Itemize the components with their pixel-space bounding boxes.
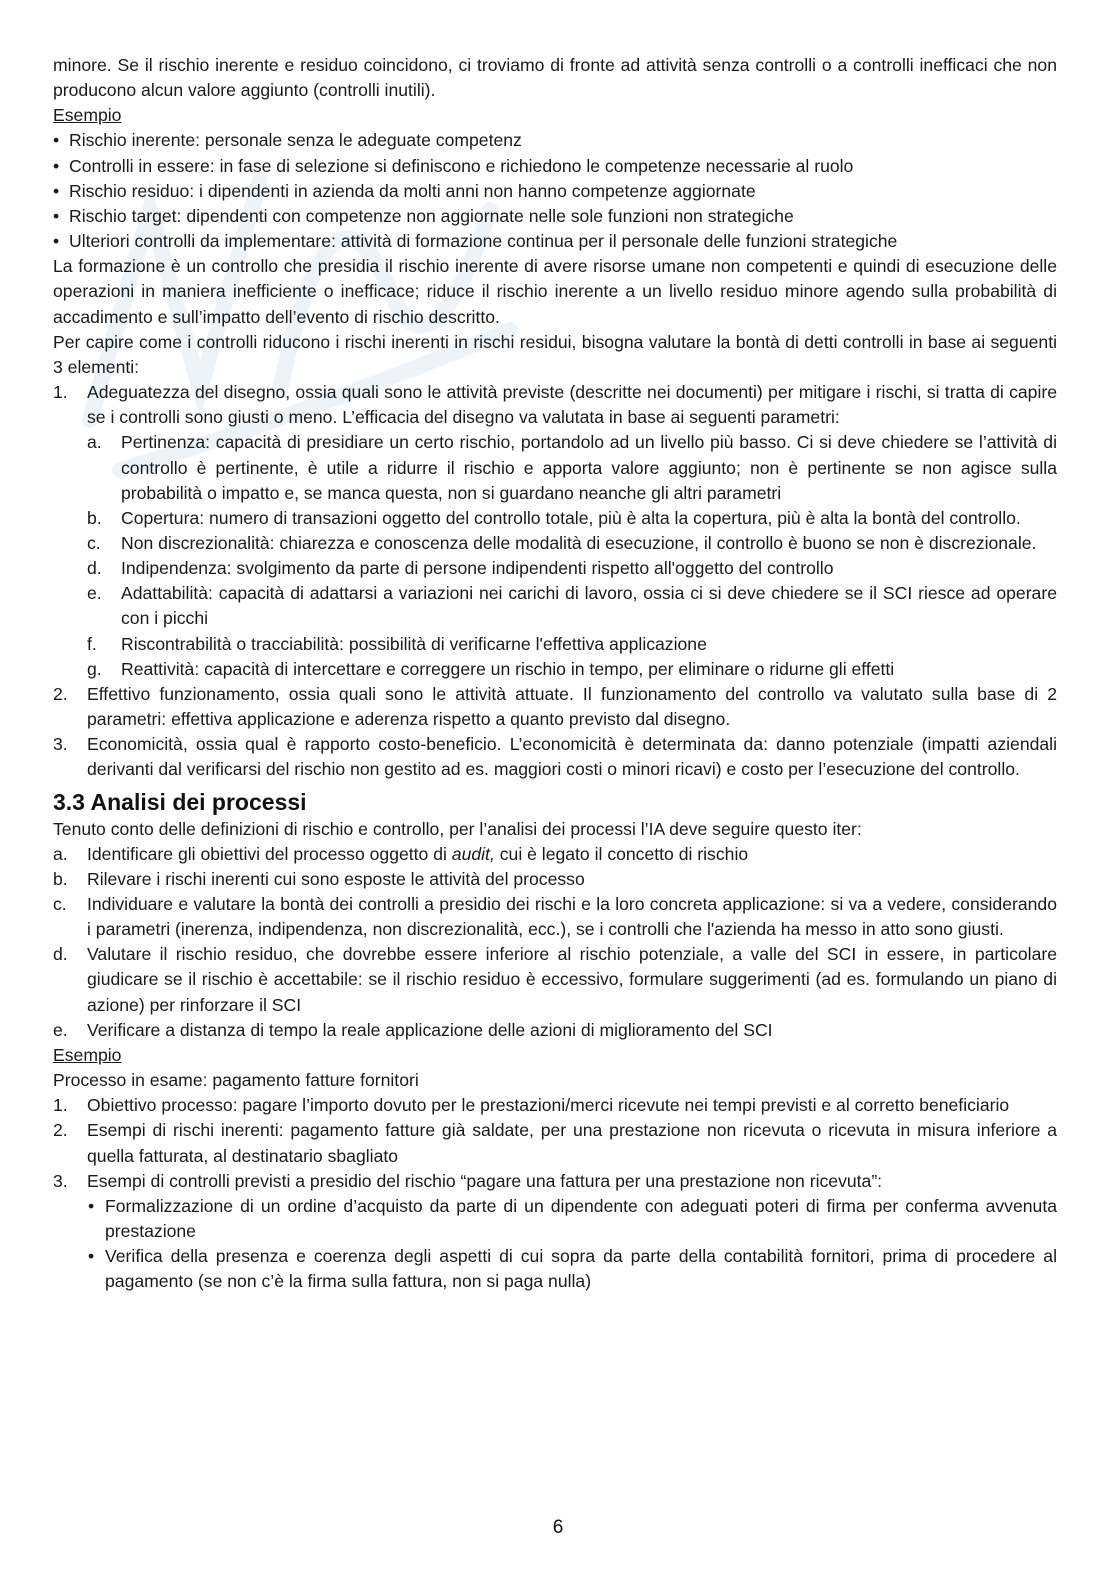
- sub-item: [53, 531, 1057, 556]
- sub-item: [53, 657, 1057, 682]
- sub-text: Copertura: numero di transazioni oggetto del controllo totale, più è alta la copertura, più è alta la bontà del controllo.: [121, 507, 1021, 528]
- step-item: [53, 942, 1057, 1017]
- list-item: • Rischio residuo: i dipendenti in azienda da molti anni non hanno competenze aggiornate: [53, 179, 1057, 204]
- item-text: Economicità, ossia qual è rapporto costo-beneficio. L’economicità è determinata da: danno potenziale (impatti aziendali derivanti dal verificarsi del rischio non gestito ad es. maggiori costi o minori ricavi) e costo per l’esecuzione del controllo.: [87, 734, 1057, 780]
- document-page: [53, 53, 1057, 1295]
- step-text-italic: audit,: [451, 843, 495, 864]
- bullet-text: Formalizzazione di un ordine d’acquisto da parte di un dipendente con adeguati poteri di firma per conferma avvenuta prestazione: [105, 1195, 1057, 1242]
- step-text: Valutare il rischio residuo, che dovrebbe essere inferiore al rischio potenziale, a valle del SCI in essere, in particolare giudicare se il rischio è accettabile: se il rischio residuo è eccessivo, formulare suggerimenti (ad es. formulando un piano di azione) per rinforzare il SCI: [87, 944, 1057, 1015]
- item-text: Obiettivo processo: pagare l’importo dovuto per le prestazioni/merci ricevute nei tempi previsti e al corretto beneficiario: [87, 1095, 1010, 1116]
- step-marker: d.: [53, 944, 68, 965]
- element-item: [53, 732, 1057, 782]
- bullet-icon: •: [88, 1195, 95, 1216]
- process-label: Processo in esame: pagamento fatture fornitori: [53, 1070, 419, 1091]
- sub-marker: b.: [87, 507, 102, 528]
- sub-item: [53, 581, 1057, 631]
- item-text: Adeguatezza del disegno, ossia quali sono le attività previste (descritte nei documenti) per mitigare i rischi, si tratta di capire se i controlli sono giusti o meno. L’efficacia del disegno va valutata in base ai seguenti parametri:: [87, 382, 1057, 428]
- control-bullet: [53, 1194, 1057, 1244]
- section-title: 3.3 Analisi dei processi: [53, 788, 307, 815]
- step-item: [53, 842, 1057, 867]
- sub-item: [53, 632, 1057, 657]
- item-text: Esempi di controlli previsti a presidio del rischio “pagare una fattura per una prestazione non ricevuta”:: [87, 1170, 883, 1191]
- example-item: [53, 1093, 1057, 1118]
- list-item: • Controlli in essere: in fase di selezione si definiscono e richiedono le competenze necessarie al ruolo: [53, 154, 1057, 179]
- item-marker: 1.: [53, 382, 68, 403]
- list-item: • Rischio inerente: personale senza le adeguate competenz: [53, 128, 1057, 153]
- step-item: [53, 892, 1057, 942]
- item-marker: 2.: [53, 683, 68, 704]
- example-item: [53, 1169, 1057, 1194]
- sub-marker: d.: [87, 558, 102, 579]
- item-marker: 2.: [53, 1120, 68, 1141]
- list-item: • Ulteriori controlli da implementare: attività di formazione continua per il personale delle funzioni strategiche: [53, 229, 1057, 254]
- item-marker: 3.: [53, 734, 68, 755]
- step-text: Individuare e valutare la bontà dei controlli a presidio dei rischi e la loro concreta applicazione: si va a vedere, considerando i parametri (inerenza, indipendenza, non discrezionalità, ecc.), se i controlli che l'azienda ha messo in atto sono giusti.: [87, 894, 1057, 940]
- bullet-text: Verifica della presenza e coerenza degli aspetti di cui sopra da parte della contabilità fornitori, prima di procedere al pagamento (se non c’è la firma sulla fattura, non si paga nulla): [105, 1246, 1057, 1292]
- sub-item: [53, 556, 1057, 581]
- item-text: Esempi di rischi inerenti: pagamento fatture già saldate, per una prestazione non ricevuta o ricevuta in misura inferiore a quella fatturata, al destinatario sbagliato: [87, 1120, 1057, 1166]
- sub-text: Pertinenza: capacità di presidiare un certo rischio, portandolo ad un livello più basso. Ci si deve chiedere se l’attività di controllo è pertinente, è utile a ridurre il rischio e apporta valore aggiunto; non è pertinente se non agisce sulla probabilità o impatto e, se manca questa, non si guardano neanche gli altri parametri: [121, 432, 1057, 503]
- step-item: [53, 1018, 1057, 1043]
- sub-text: Non discrezionalità: chiarezza e conoscenza delle modalità di esecuzione, il controllo è buono se non è discrezionale.: [121, 532, 1037, 553]
- example-item: [53, 1118, 1057, 1168]
- example-heading: Esempio: [53, 1044, 122, 1065]
- sub-marker: c.: [87, 532, 101, 553]
- sub-text: Reattività: capacità di intercettare e correggere un rischio in tempo, per eliminare o ridurne gli effetti: [121, 658, 895, 679]
- step-marker: b.: [53, 868, 68, 889]
- list-item: • Rischio target: dipendenti con competenze non aggiornate nelle sole funzioni non strategiche: [53, 204, 1057, 229]
- step-text-before: Identificare gli obiettivi del processo oggetto di: [87, 843, 452, 864]
- sub-text: Indipendenza: svolgimento da parte di persone indipendenti rispetto all'oggetto del controllo: [121, 558, 834, 579]
- step-marker: a.: [53, 843, 68, 864]
- bullet-icon: •: [88, 1246, 95, 1267]
- step-item: [53, 867, 1057, 892]
- step-text: Verificare a distanza di tempo la reale applicazione delle azioni di miglioramento del SCI: [87, 1019, 773, 1040]
- control-bullet: [53, 1244, 1057, 1294]
- item-text: Effettivo funzionamento, ossia quali sono le attività attuate. Il funzionamento del controllo va valutato sulla base di 2 parametri: effettiva applicazione e aderenza rispetto a quanto previsto dal disegno.: [87, 683, 1057, 730]
- element-item: [53, 682, 1057, 732]
- step-text-after: cui è legato il concetto di rischio: [494, 843, 749, 864]
- section-intro: Tenuto conto delle definizioni di rischio e controllo, per l’analisi dei processi l’IA deve seguire questo iter:: [53, 818, 862, 839]
- example-list: [53, 128, 1057, 254]
- step-marker: c.: [53, 894, 67, 914]
- step-text: Rilevare i rischi inerenti cui sono esposte le attività del processo: [87, 868, 585, 889]
- sub-marker: f.: [87, 633, 97, 654]
- item-marker: 3.: [53, 1170, 68, 1191]
- page-number: 6: [552, 1517, 564, 1538]
- sub-marker: e.: [87, 583, 102, 604]
- item-marker: 1.: [53, 1095, 68, 1116]
- formazione-paragraph: La formazione è un controllo che presidia il rischio inerente di avere risorse umane non competenti e quindi di esecuzione delle operazioni in maniera inefficiente o inefficace; riduce il rischio inerente a un livello residuo minore agendo sulla probabilità di accadimento e sull’impatto dell’evento di rischio descritto.: [53, 256, 1057, 327]
- step-marker: e.: [53, 1019, 68, 1040]
- sub-marker: a.: [87, 432, 102, 453]
- element-item: [53, 380, 1057, 430]
- sub-item: [53, 506, 1057, 531]
- intro-paragraph: minore. Se il rischio inerente e residuo coincidono, ci troviamo di fronte ad attività senza controlli o a controlli inefficaci che non producono alcun valore aggiunto (controlli inutili).: [53, 55, 1057, 101]
- sub-item: [53, 430, 1057, 505]
- sub-text: Riscontrabilità o tracciabilità: possibilità di verificarne l'effettiva applicazione: [121, 633, 707, 654]
- capire-paragraph: Per capire come i controlli riducono i rischi inerenti in rischi residui, bisogna valutare la bontà di detti controlli in base ai seguenti 3 elementi:: [53, 331, 1057, 377]
- sub-marker: g.: [87, 658, 102, 679]
- example-heading: Esempio: [53, 105, 122, 126]
- sub-text: Adattabilità: capacità di adattarsi a variazioni nei carichi di lavoro, ossia ci si deve chiedere se il SCI riesce ad operare con i picchi: [121, 583, 1057, 629]
